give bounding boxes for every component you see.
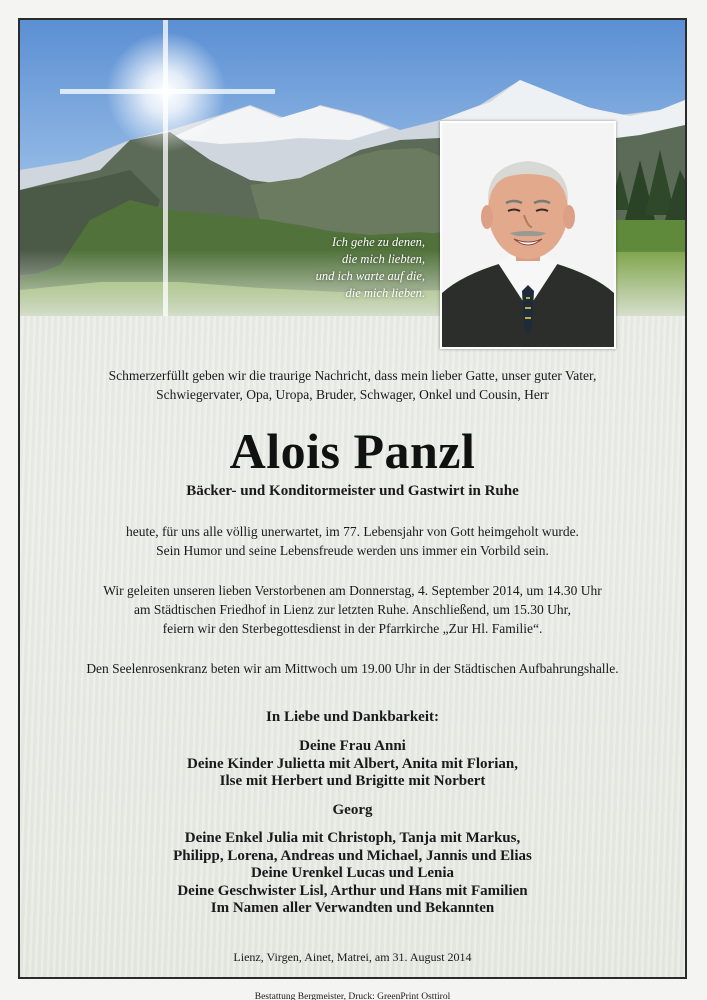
paragraph-line: feiern wir den Sterbegottesdienst in der Pfarrkirche „Zur Hl. Familie“. [162,621,543,636]
mourner-line: Georg [332,801,373,818]
obituary-frame [18,18,687,1000]
mourner-line: Deine Frau Anni [299,738,406,754]
mourner-line: Deine Kinder Julietta mit Albert, Anita mit Florian, [187,755,518,772]
print-credit: Bestattung Bergmeister, Druck: GreenPrint Osttirol [254,991,451,1000]
deceased-name: Alois Panzl [229,423,476,479]
paragraph-line: am Städtischen Friedhof in Lienz zur letzten Ruhe. Anschließend, um 15.30 Uhr, [134,602,571,617]
quote-line: und ich warte auf die, [315,269,425,283]
thanks-heading: In Liebe und Dankbarkeit: [266,709,439,725]
deceased-profession: Bäcker- und Konditormeister und Gastwirt in Ruhe [186,483,519,499]
intro-line: Schwiegervater, Opa, Uropa, Bruder, Schwager, Onkel und Cousin, Herr [156,387,549,402]
paragraph-line: Den Seelenrosenkranz beten wir am Mittwoch um 19.00 Uhr in der Städtischen Aufbahrungshalle. [86,661,619,676]
mourner-line: Deine Urenkel Lucas und Lenia [250,865,455,881]
memorial-quote [316,234,425,302]
paragraph-line: Sein Humor und seine Lebensfreude werden uns immer ein Vorbild sein. [156,543,549,558]
paragraph-funeral [20,581,685,638]
quote-line: Ich gehe zu denen, [331,235,425,249]
paragraph-line: heute, für uns alle völlig unerwartet, im 77. Lebensjahr von Gott heimgeholt wurde. [126,524,579,539]
spacer [20,819,685,830]
mourners-list [20,738,685,918]
spacer [20,791,685,802]
mourner-line: Ilse mit Herbert und Brigitte mit Norbert [219,773,486,789]
paragraph-line: Wir geleiten unseren lieben Verstorbenen am Donnerstag, 4. September 2014, um 14.30 Uhr [103,583,602,598]
mourner-line: Im Namen aller Verwandten und Bekannten [210,900,495,916]
mourner-line: Deine Enkel Julia mit Christoph, Tanja mit Markus, [184,830,521,846]
place-and-date: Lienz, Virgen, Ainet, Matrei, am 31. August 2014 [233,949,472,964]
intro-announcement [20,366,685,404]
mourner-line: Philipp, Lorena, Andreas und Michael, Jannis und Elias [173,847,532,864]
quote-line: die mich liebten, [342,252,425,266]
paragraph-rosary [20,659,685,678]
intro-line: Schmerzerfüllt geben wir die traurige Nachricht, dass mein lieber Gatte, unser guter Vater, [108,368,597,383]
paragraph-passing [20,522,685,560]
obituary-text [20,366,685,1000]
quote-line: die mich lieben. [345,286,425,300]
mourner-line: Deine Geschwister Lisl, Arthur und Hans mit Familien [177,882,528,899]
portrait-photo [440,121,616,349]
